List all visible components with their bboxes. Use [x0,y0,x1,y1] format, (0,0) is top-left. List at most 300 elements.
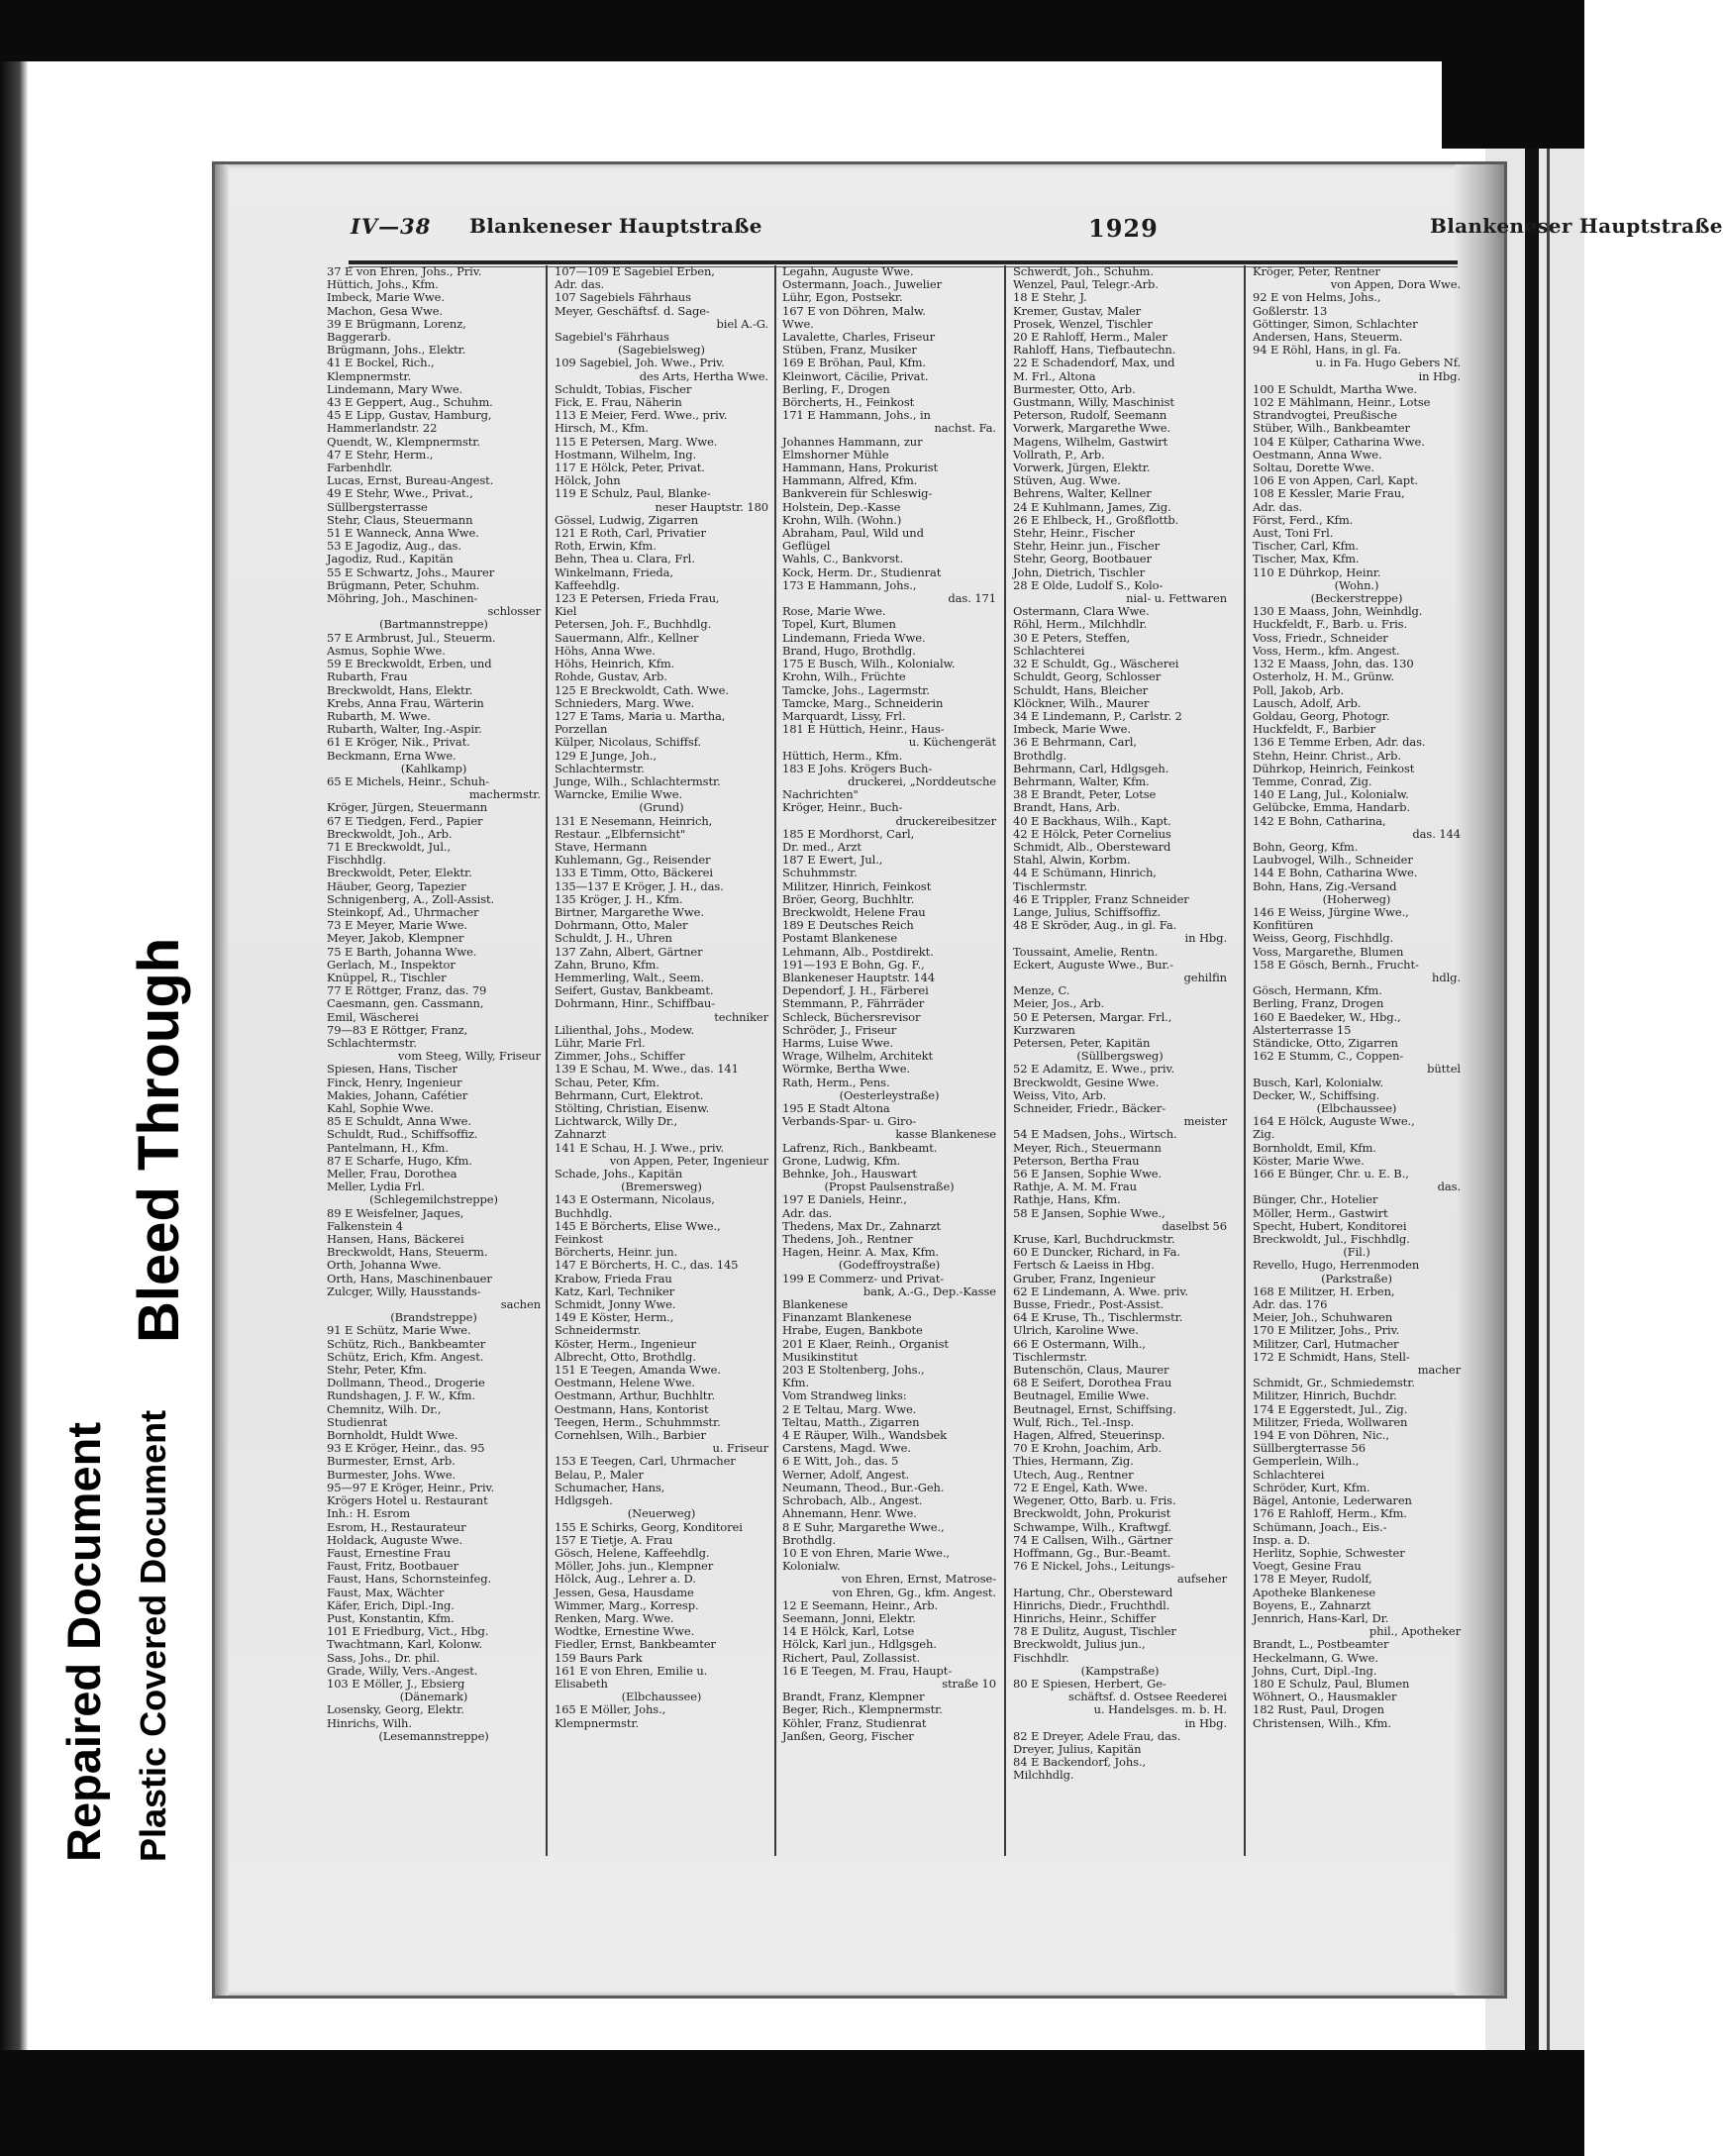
resident-entry: Stehn, Heinr. Christ., Arb. [1253,748,1401,763]
house-entry: 71 E Breckwoldt, Jul., [327,839,452,854]
cross-street-heading: (Oesterleystraße) [839,1087,940,1102]
resident-entry: Hölck, John [555,473,621,488]
page-right-rim [1455,164,1504,1996]
resident-entry: Vom Strandweg links: [782,1388,907,1403]
resident-entry: Bankverein für Schleswig- [782,486,933,501]
resident-entry: Lange, Julius, Schiffsoffiz. [1013,904,1162,919]
house-entry: 141 E Schau, H. J. Wwe., priv. [555,1140,725,1155]
resident-entry: Beutnagel, Emilie Wwe. [1013,1388,1150,1403]
resident-entry: Klempnermstr. [555,1715,640,1730]
resident-entry: Stahl, Alwin, Korbm. [1013,853,1131,868]
resident-entry: Albrecht, Otto, Brothdlg. [555,1349,696,1364]
entry-continuation: des Arts, Hertha Wwe. [639,368,768,383]
entry-continuation: machermstr. [468,787,541,802]
spine-band [1525,149,1539,2050]
resident-entry: Toussaint, Amelie, Rentn. [1013,944,1159,959]
entry-continuation: u. Friseur [712,1441,768,1456]
resident-entry: Ahnemann, Henr. Wwe. [782,1506,917,1521]
house-entry: 162 E Stumm, C., Coppen- [1253,1049,1404,1064]
house-entry: 2 E Teltau, Marg. Wwe. [782,1401,917,1416]
resident-entry: Gelübcke, Emma, Handarb. [1253,800,1410,815]
house-entry: 136 E Temme Erben, Adr. das. [1253,735,1426,750]
resident-entry: Schlachtermstr. [555,761,645,775]
resident-entry: Voss, Friedr., Schneider [1253,630,1388,645]
entry-continuation: u. in Fa. Hugo Gebers Nf. [1315,356,1461,370]
cross-street-heading: (Grund) [639,800,684,815]
resident-entry: Schmidt, Jonny Wwe. [555,1297,676,1312]
resident-entry: Hostmann, Wilhelm, Ing. [555,447,697,462]
resident-entry: Machon, Gesa Wwe. [327,303,443,318]
resident-entry: Stave, Hermann [555,839,648,854]
resident-entry: Schuhmmstr. [782,866,858,880]
resident-entry: Spiesen, Hans, Tischer [327,1062,457,1077]
resident-entry: Steinkopf, Ad., Uhrmacher [327,904,479,919]
cross-street-heading: (Elbchaussee) [621,1690,702,1704]
resident-entry: Wahls, C., Bankvorst. [782,552,904,566]
resident-entry: Fiedler, Ernst, Bankbeamter [555,1637,716,1652]
resident-entry: Schmidt, Alb., Obersteward [1013,839,1171,854]
resident-entry: Oestmann, Hans, Kontorist [555,1401,709,1416]
cross-street-heading: (Parkstraße) [1321,1271,1392,1285]
resident-entry: Klempnermstr. [327,368,412,383]
resident-entry: Zahnarzt [555,1127,606,1142]
resident-entry: John, Dietrich, Tischler [1013,565,1145,579]
resident-entry: Bünger, Chr., Hotelier [1253,1192,1378,1207]
house-entry: 74 E Callsen, Wilh., Gärtner [1013,1532,1173,1547]
entry-continuation: das. 171 [948,591,996,606]
resident-entry: Militzer, Hinrich, Feinkost [782,878,932,893]
house-entry: 39 E Brügmann, Lorenz, [327,316,466,331]
house-entry: 103 E Möller, J., Ebsierg [327,1676,465,1691]
house-entry: 169 E Bröhan, Paul, Kfm. [782,356,926,370]
house-entry: 191—193 E Bohn, Gg. F., [782,957,925,972]
resident-entry: Militzer, Carl, Hutmacher [1253,1336,1399,1351]
resident-entry: Klöckner, Wilh., Maurer [1013,695,1150,710]
resident-entry: Bornholdt, Emil, Kfm. [1253,1140,1376,1155]
resident-entry: Fischhdlr. [1013,1650,1069,1665]
cross-street-heading: (Lesemannstreppe) [378,1728,489,1743]
resident-entry: Brothdlg. [1013,748,1067,763]
resident-entry: Behnke, Joh., Hauswart [782,1167,917,1181]
house-entry: 18 E Stehr, J. [1013,290,1087,305]
resident-entry: Thies, Hermann, Zig. [1013,1454,1134,1469]
house-entry: 84 E Backendorf, Johs., [1013,1755,1147,1770]
resident-entry: Stölting, Christian, Eisenw. [555,1101,710,1115]
cross-street-heading: (Propst Paulsenstraße) [824,1180,955,1194]
house-entry: 76 E Nickel, Johs., Leitungs- [1013,1559,1174,1574]
resident-entry: Porzellan [555,722,608,737]
resident-entry: Kremer, Gustav, Maler [1013,303,1142,318]
house-entry: 22 E Schadendorf, Max, und [1013,356,1175,370]
house-entry: 119 E Schulz, Paul, Blanke- [555,486,711,501]
resident-entry: Köster, Marie Wwe. [1253,1153,1365,1168]
resident-entry: Tamcke, Marg., Schneiderin [782,695,944,710]
resident-entry: Asmus, Sophie Wwe. [327,643,446,658]
resident-entry: Lausch, Adolf, Arb. [1253,695,1362,710]
resident-entry: Möller, Johs. jun., Klempner [555,1559,714,1574]
resident-entry: Oestmann, Anna Wwe. [1253,447,1382,462]
resident-entry: Rubarth, Walter, Ing.-Aspir. [327,722,482,737]
house-entry: 165 E Möller, Johs., [555,1702,666,1717]
house-entry: 104 E Külper, Catharina Wwe. [1253,434,1425,449]
house-entry: 137 Zahn, Albert, Gärtner [555,944,703,959]
resident-entry: Beutnagel, Ernst, Schiffsing. [1013,1401,1176,1416]
resident-entry: Busse, Friedr., Post-Assist. [1013,1297,1165,1312]
entry-continuation: druckereibesitzer [895,813,996,828]
house-entry: 155 E Schirks, Georg, Konditorei [555,1519,743,1534]
cross-street-heading: (Süllbergsweg) [1076,1049,1164,1064]
resident-entry: Harms, Luise Wwe. [782,1035,894,1050]
resident-entry: Dührkop, Heinrich, Feinkost [1253,761,1415,775]
resident-entry: Postamt Blankenese [782,931,898,946]
resident-entry: Breckwoldt, Julius jun., [1013,1637,1146,1652]
resident-entry: Insp. a. D. [1253,1532,1311,1547]
resident-entry: Tischlermstr. [1013,878,1088,893]
house-entry: 53 E Jagodiz, Aug., das. [327,539,461,554]
entry-continuation: daselbst 56 [1162,1218,1227,1233]
resident-entry: Seemann, Jonni, Elektr. [782,1610,916,1625]
resident-entry: Hirsch, M., Kfm. [555,421,649,436]
house-entry: 60 E Duncker, Richard, in Fa. [1013,1245,1180,1260]
scan-corner-dark [1442,40,1584,149]
house-entry: 4 E Räuper, Wilh., Wandsbek [782,1428,948,1443]
resident-entry: Tischlermstr. [1013,1349,1088,1364]
house-entry: 102 E Mählmann, Heinr., Lotse [1253,395,1431,410]
resident-entry: Rubarth, Frau [327,669,408,684]
resident-entry: Breckwoldt, Helene Frau [782,904,926,919]
directory-column-2 [555,265,768,1862]
resident-entry: Stüben, Franz, Musiker [782,343,917,358]
house-entry: 47 E Stehr, Herm., [327,447,434,462]
house-entry: 44 E Schümann, Hinrich, [1013,866,1157,880]
resident-entry: Dohrmann, Otto, Maler [555,918,688,933]
resident-entry: Krohn, Wilh. (Wohn.) [782,512,902,527]
house-entry: 158 E Gösch, Bernh., Frucht- [1253,957,1419,972]
resident-entry: Apotheke Blankenese [1253,1585,1376,1599]
resident-entry: Ulrich, Karoline Wwe. [1013,1323,1139,1338]
resident-entry: Johannes Hammann, zur [782,434,923,449]
resident-entry: Inh.: H. Esrom [327,1506,411,1521]
house-entry: 14 E Hölck, Karl, Lotse [782,1624,915,1639]
house-entry: 173 E Hammann, Johs., [782,577,917,592]
cross-street-heading: (Godeffroystraße) [838,1258,941,1273]
house-entry: 172 E Schmidt, Hans, Stell- [1253,1349,1410,1364]
bleed-through-label: Bleed Through [127,937,191,1343]
entry-continuation: kasse Blankenese [895,1127,996,1142]
cross-street-heading: (Schlegemilchstreppe) [369,1192,498,1207]
resident-entry: Lafrenz, Rich., Bankbeamt. [782,1140,938,1155]
resident-entry: Hinrichs, Heinr., Schiffer [1013,1610,1157,1625]
resident-entry: Höhs, Heinrich, Kfm. [555,657,675,671]
resident-entry: Krabow, Frieda Frau [555,1271,672,1285]
resident-entry: Buchhdlg. [555,1205,613,1220]
resident-entry: Röhl, Herm., Milchhdlr. [1013,617,1148,632]
resident-entry: Oestmann, Helene Wwe. [555,1376,695,1390]
resident-entry: Utech, Aug., Rentner [1013,1467,1134,1482]
house-entry: 144 E Bohn, Catharina Wwe. [1253,866,1418,880]
house-entry: 68 E Seifert, Dorothea Frau [1013,1376,1172,1390]
resident-entry: Schnieders, Marg. Wwe. [555,695,695,710]
resident-entry: Herlitz, Sophie, Schwester [1253,1545,1405,1560]
plastic-covered-label: Plastic Covered Document [133,1409,173,1862]
resident-entry: Hansen, Hans, Bäckerei [327,1232,464,1247]
resident-entry: Breckwoldt, John, Prokurist [1013,1506,1171,1521]
entry-continuation: büttel [1427,1062,1461,1077]
resident-entry: Falkenstein 4 [327,1218,403,1233]
resident-entry: Breckwoldt, Hans, Steuerm. [327,1245,488,1260]
resident-entry: Baggerarb. [327,330,391,345]
resident-entry: Brandt, L., Postbeamter [1253,1637,1389,1652]
resident-entry: Adr. das. [1253,499,1303,514]
resident-entry: Finck, Henry, Ingenieur [327,1075,462,1089]
resident-entry: Schade, Johs., Kapitän [555,1167,683,1181]
resident-entry: Voss, Herm., kfm. Angest. [1253,643,1400,658]
resident-entry: Schlachterei [1253,1467,1325,1482]
resident-entry: Soltau, Dorette Wwe. [1253,461,1374,475]
resident-entry: Adr. das. [555,277,605,292]
resident-entry: Weiss, Vito, Arb. [1013,1087,1107,1102]
house-entry: 178 E Meyer, Rudolf, [1253,1572,1372,1587]
resident-entry: Twachtmann, Karl, Kolonw. [327,1637,483,1652]
scan-top-border [0,0,1584,61]
resident-entry: Lucas, Ernst, Bureau-Angest. [327,473,494,488]
resident-entry: Peterson, Bertha Frau [1013,1153,1140,1168]
resident-entry: Kleinwort, Cäcilie, Privat. [782,368,929,383]
spine-line [1547,149,1550,2050]
house-entry: 41 E Bockel, Rich., [327,356,435,370]
resident-entry: Bohn, Hans, Zig.-Versand [1253,878,1397,893]
house-entry: 101 E Friedburg, Vict., Hbg. [327,1624,489,1639]
resident-entry: Breckwoldt, Hans, Elektr. [327,682,473,697]
resident-entry: Schuldt, J. H., Uhren [555,931,672,946]
cross-street-heading: (Wohn.) [1334,577,1379,592]
resident-entry: Süllbergterrasse 56 [1253,1441,1366,1456]
resident-entry: Revello, Hugo, Herrenmoden [1253,1258,1420,1273]
cross-street-heading: (Beckerstreppe) [1310,591,1403,606]
house-entry: 100 E Schuldt, Martha Wwe. [1253,381,1417,396]
resident-entry: Tischer, Max, Kfm. [1253,552,1360,566]
resident-entry: Rohde, Gustav, Arb. [555,669,667,684]
resident-entry: Finanzamt Blankenese [782,1310,912,1325]
resident-entry: Huckfeldt, F., Barbier [1253,722,1375,737]
resident-entry: Schwampe, Wilh., Kraftwgf. [1013,1519,1172,1534]
house-entry: 175 E Busch, Wilh., Kolonialw. [782,657,956,671]
resident-entry: Hoffmann, Gg., Bur.-Beamt. [1013,1545,1171,1560]
resident-entry: Nachrichten" [782,787,859,802]
entry-continuation: von Ehren, Ernst, Matrose- [841,1572,996,1587]
resident-entry: Kock, Herm. Dr., Studienrat [782,565,942,579]
entry-continuation: aufseher [1176,1572,1227,1587]
resident-entry: Konfitüren [1253,918,1314,933]
entry-continuation: von Appen, Dora Wwe. [1330,277,1461,292]
resident-entry: Lühr, Egon, Postsekr. [782,290,903,305]
resident-entry: Sass, Johs., Dr. phil. [327,1650,441,1665]
resident-entry: Breckwoldt, Joh., Arb. [327,826,453,841]
resident-entry: Faust, Hans, Schornsteinfeg. [327,1572,492,1587]
house-entry: 135 Kröger, J. H., Kfm. [555,891,683,906]
entry-continuation: hdlg. [1432,970,1461,984]
house-entry: 143 E Ostermann, Nicolaus, [555,1192,715,1207]
resident-entry: Knüppel, R., Tischler [327,970,447,984]
house-entry: 93 E Kröger, Heinr., das. 95 [327,1441,485,1456]
resident-entry: Behrmann, Curt, Elektrot. [555,1087,704,1102]
resident-entry: Krohn, Wilh., Früchte [782,669,906,684]
house-entry: 38 E Brandt, Peter, Lotse [1013,787,1157,802]
resident-entry: Kuhlemann, Gg., Reisender [555,853,711,868]
resident-entry: Zulcger, Willy, Hausstands- [327,1283,481,1298]
resident-entry: Renken, Marg. Wwe. [555,1610,674,1625]
resident-entry: Hemmerling, Walt., Seem. [555,970,704,984]
resident-entry: Elisabeth [555,1676,608,1691]
scan-left-edge [0,61,28,2050]
resident-entry: Schuldt, Tobias, Fischer [555,381,692,396]
resident-entry: Huckfeldt, F., Barb. u. Fris. [1253,617,1408,632]
page-left-rim [215,164,229,1996]
resident-entry: Brügmann, Peter, Schuhm. [327,577,480,592]
house-entry: 62 E Lindemann, A. Wwe. priv. [1013,1283,1188,1298]
resident-entry: Imbeck, Marie Wwe. [327,290,445,305]
resident-entry: Vorwerk, Jürgen, Elektr. [1013,461,1151,475]
house-entry: 37 E von Ehren, Johs., Priv. [327,264,482,278]
resident-entry: Behrmann, Carl, Hdlgsgeh. [1013,761,1169,775]
repaired-document-label: Repaired Document [57,1422,110,1862]
resident-entry: Stehr, Heinr., Fischer [1013,526,1135,541]
resident-entry: Köhler, Franz, Studienrat [782,1715,927,1730]
house-entry: 43 E Geppert, Aug., Schuhm. [327,395,493,410]
resident-entry: Winkelmann, Frieda, [555,565,673,579]
cross-street-heading: (Sagebielsweg) [618,343,705,358]
resident-entry: Abraham, Paul, Wild und [782,526,924,541]
resident-entry: Carstens, Magd. Wwe. [782,1441,911,1456]
resident-entry: Zimmer, Johs., Schiffer [555,1049,685,1064]
resident-entry: Meller, Frau, Dorothea [327,1167,457,1181]
resident-entry: Peterson, Rudolf, Seemann [1013,408,1167,423]
resident-entry: Behn, Thea u. Clara, Frl. [555,552,695,566]
house-entry: 146 E Weiss, Jürgine Wwe., [1253,904,1409,919]
resident-entry: Lilienthal, Johs., Modew. [555,1022,695,1037]
resident-entry: Lühr, Marie Frl. [555,1035,646,1050]
resident-entry: Geflügel [782,539,831,554]
house-entry: 127 E Tams, Maria u. Martha, [555,708,726,723]
house-entry: 40 E Backhaus, Wilh., Kapt. [1013,813,1171,828]
house-entry: 107 Sagebiels Fährhaus [555,290,691,305]
resident-entry: Behrens, Walter, Kellner [1013,486,1152,501]
house-entry: 176 E Rahloff, Herm., Kfm. [1253,1506,1407,1521]
resident-entry: Meller, Lydia Frl. [327,1180,425,1194]
resident-entry: Holstein, Dep.-Kasse [782,499,901,514]
scan-bottom-border [0,2050,1584,2156]
directory-column-4 [1013,265,1227,1862]
resident-entry: Strandvogtei, Preußische [1253,408,1397,423]
house-entry: 115 E Petersen, Marg. Wwe. [555,434,718,449]
resident-entry: Schneidermstr. [555,1323,642,1338]
resident-entry: Janßen, Georg, Fischer [782,1728,914,1743]
house-entry: 26 E Ehlbeck, H., Großflottb. [1013,512,1179,527]
resident-entry: Hammann, Alfred, Kfm. [782,473,918,488]
resident-entry: Pust, Konstantin, Kfm. [327,1610,455,1625]
resident-entry: Häuber, Georg, Tapezier [327,878,466,893]
cross-street-heading: (Brandstreppe) [390,1310,477,1325]
house-entry: 16 E Teegen, M. Frau, Haupt- [782,1663,953,1678]
cross-street-heading: (Kampstraße) [1080,1663,1160,1678]
house-entry: 52 E Adamitz, E. Wwe., priv. [1013,1062,1175,1077]
resident-entry: Dohrmann, Hinr., Schiffbau- [555,996,715,1011]
resident-entry: Voegt, Gesine Frau [1253,1559,1362,1574]
resident-entry: Schütz, Rich., Bankbeamter [327,1336,486,1351]
resident-entry: Kröger, Heinr., Buch- [782,800,903,815]
resident-entry: Schwerdt, Joh., Schuhm. [1013,264,1154,278]
resident-entry: Grade, Willy, Vers.-Angest. [327,1663,478,1678]
resident-entry: Wörmke, Bertha Wwe. [782,1062,910,1077]
resident-entry: Legahn, Auguste Wwe. [782,264,914,278]
resident-entry: Möhring, Joh., Maschinen- [327,591,478,606]
house-entry: 77 E Röttger, Franz, das. 79 [327,983,487,998]
resident-entry: Hinrichs, Diedr., Fruchthdl. [1013,1597,1170,1612]
resident-entry: Wwe. [782,316,814,331]
resident-entry: Schümann, Joach., Eis.- [1253,1519,1387,1534]
resident-entry: Stehr, Heinr. jun., Fischer [1013,539,1161,554]
resident-entry: Sagebiel's Fährhaus [555,330,669,345]
resident-entry: Meyer, Geschäftsf. d. Sage- [555,303,710,318]
resident-entry: Weiss, Georg, Fischhdlg. [1253,931,1394,946]
resident-entry: Laubvogel, Wilh., Schneider [1253,853,1413,868]
resident-entry: Hüttich, Herm., Kfm. [782,748,903,763]
house-entry: 32 E Schuldt, Gg., Wäscherei [1013,657,1179,671]
house-entry: 70 E Krohn, Joachim, Arb. [1013,1441,1162,1456]
resident-entry: Krögers Hotel u. Restaurant [327,1493,488,1508]
resident-entry: Börcherts, H., Feinkost [782,395,915,410]
resident-entry: Hüttich, Johs., Kfm. [327,277,439,292]
cross-street-heading: (Fil.) [1343,1245,1370,1260]
resident-entry: Magens, Wilhelm, Gastwirt [1013,434,1168,449]
house-entry: 48 E Skröder, Aug., in gl. Fa. [1013,918,1177,933]
house-entry: 42 E Hölck, Peter Cornelius [1013,826,1171,841]
house-entry: 174 E Eggerstedt, Jul., Zig. [1253,1401,1408,1416]
resident-entry: Hammerlandstr. 22 [327,421,438,436]
resident-entry: Hartung, Chr., Obersteward [1013,1585,1173,1599]
resident-entry: Höhs, Anna Wwe. [555,643,656,658]
house-entry: 123 E Petersen, Frieda Frau, [555,591,720,606]
resident-entry: Kaffeehdlg. [555,577,620,592]
house-entry: 61 E Kröger, Nik., Privat. [327,735,470,750]
resident-entry: Kiel [555,604,577,619]
entry-continuation: das. [1437,1180,1461,1194]
resident-entry: Petersen, Peter, Kapitän [1013,1035,1151,1050]
resident-entry: Rathje, Hans, Kfm. [1013,1192,1121,1207]
house-entry: 166 E Bünger, Chr. u. E. B., [1253,1167,1409,1181]
resident-entry: Specht, Hubert, Konditorei [1253,1218,1407,1233]
house-entry: 183 E Johs. Krögers Buch- [782,761,933,775]
resident-entry: Farbenhdlr. [327,461,393,475]
resident-entry: Junge, Wilh., Schlachtermstr. [555,773,721,788]
resident-entry: Zahn, Bruno, Kfm. [555,957,659,972]
house-entry: 78 E Dulitz, August, Tischler [1013,1624,1176,1639]
resident-entry: Imbeck, Marie Wwe. [1013,722,1131,737]
directory-column-3 [782,265,996,1862]
resident-entry: Militzer, Hinrich, Buchdr. [1253,1388,1397,1403]
resident-entry: Meier, Joh., Schuhwaren [1253,1310,1393,1325]
resident-entry: Tischer, Carl, Kfm. [1253,539,1360,554]
resident-entry: Bohn, Georg, Kfm. [1253,839,1359,854]
resident-entry: Milchhdlg. [1013,1768,1074,1783]
resident-entry: Andersen, Hans, Steuerm. [1253,330,1403,345]
resident-entry: Hinrichs, Wilh. [327,1715,412,1730]
resident-entry: Behrmann, Walter, Kfm. [1013,773,1150,788]
house-entry: 199 E Commerz- und Privat- [782,1271,945,1285]
resident-entry: Schröder, Kurt, Kfm. [1253,1480,1370,1494]
entry-continuation: gehilfin [1183,970,1227,984]
resident-entry: Elmshorner Mühle [782,447,889,462]
